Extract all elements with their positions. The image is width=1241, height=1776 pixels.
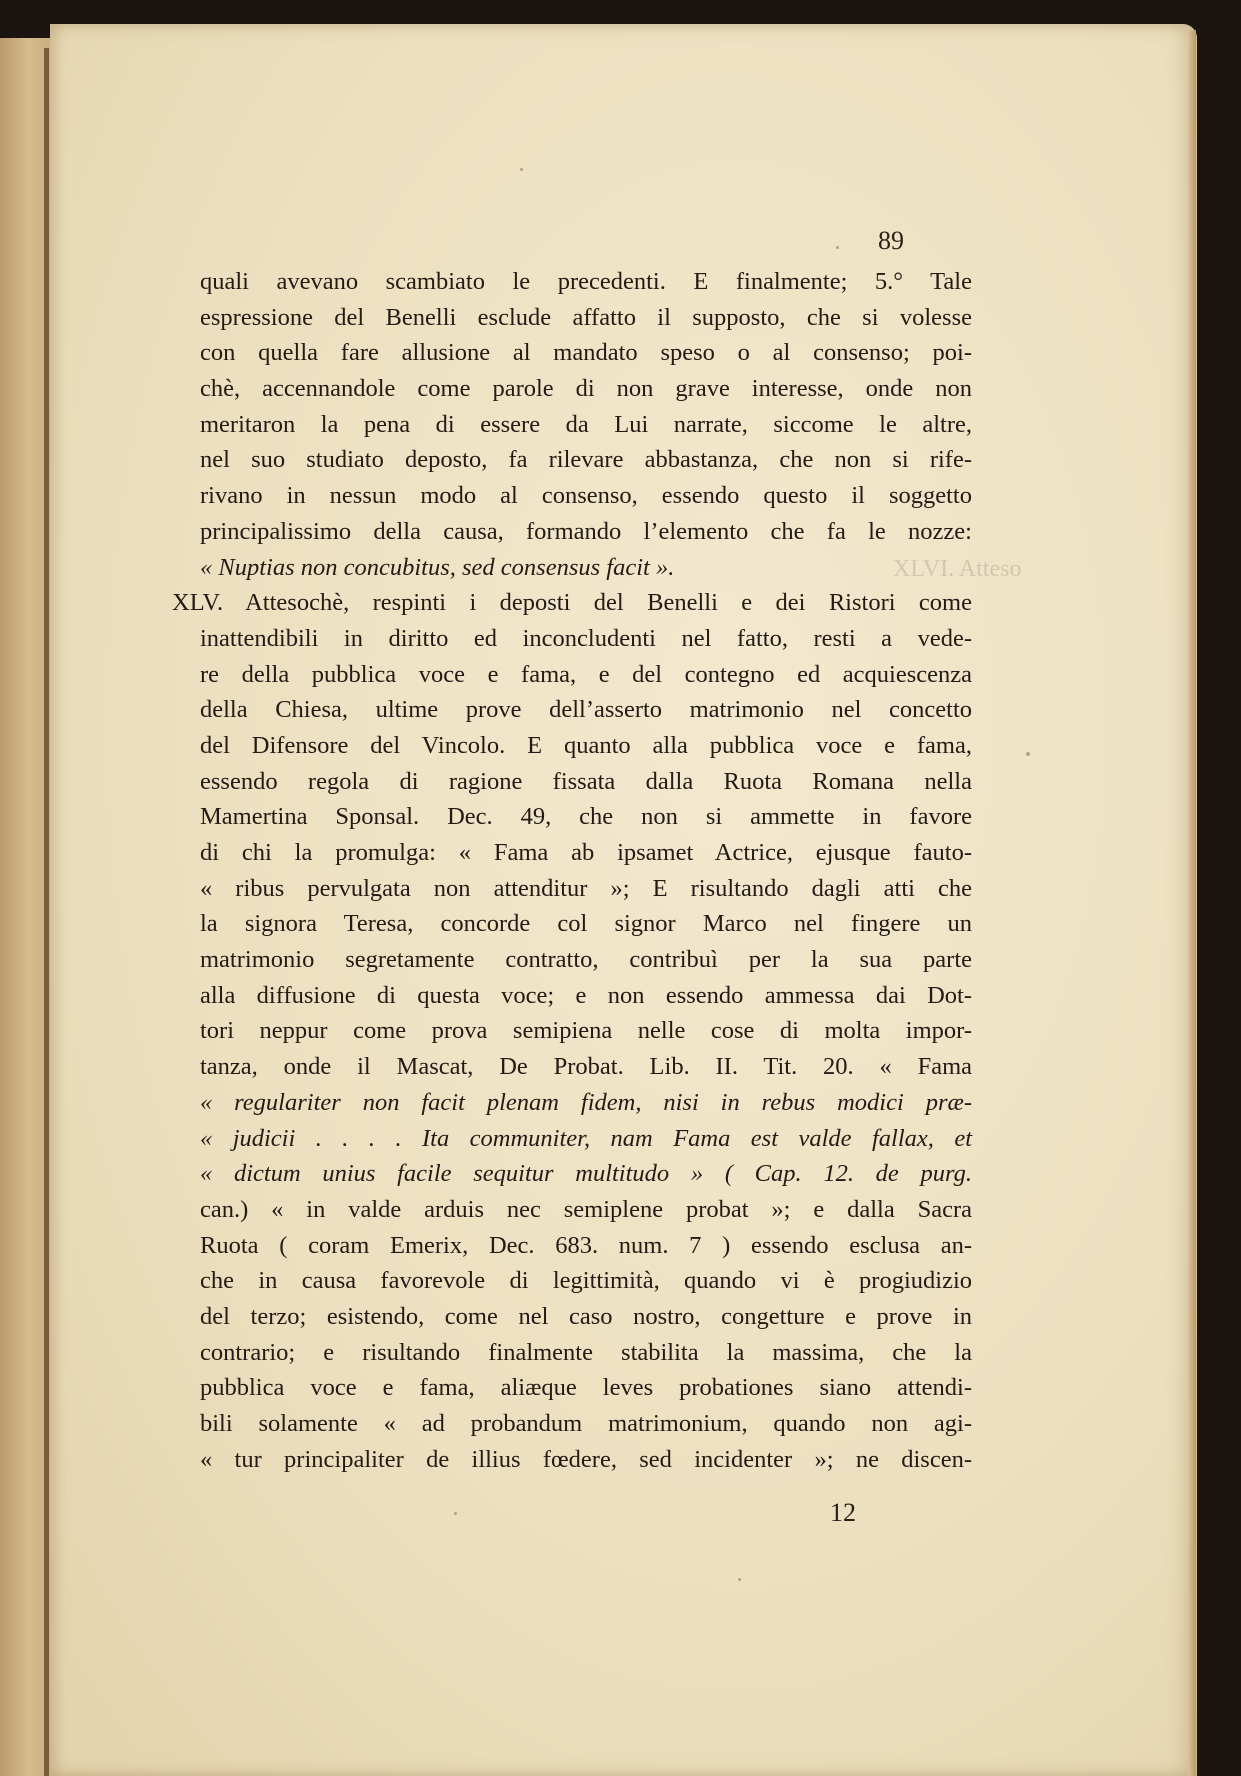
text-line: che in causa favorevole di legittimità, quando vi è progiudizio — [200, 1267, 972, 1295]
text-line: quali avevano scambiato le precedenti. E finalmente; 5.° Tale — [200, 268, 972, 295]
section-heading-xlv: XLV. Attesochè, respinti i deposti del Benelli e dei Ristori come — [172, 589, 972, 617]
quote-line: « dictum unius facile sequitur multitudo » ( Cap. 12. de purg. — [200, 1160, 972, 1188]
text-line: con quella fare allusione al mandato speso o al consenso; poi- — [200, 339, 972, 367]
text-line: Ruota ( coram Emerix, Dec. 683. num. 7 ) essendo esclusa an- — [200, 1231, 972, 1259]
text-line: alla diffusione di questa voce; e non essendo ammessa dai Dot- — [200, 981, 972, 1009]
signature-mark: 12 — [830, 1498, 856, 1527]
text-line: « ribus pervulgata non attenditur »; E risultando dagli atti che — [200, 874, 972, 902]
text-line: nel suo studiato deposto, fa rilevare abbastanza, che non si rife- — [200, 446, 972, 474]
text-line: can.) « in valde arduis nec semiplene probat »; e dalla Sacra — [200, 1195, 972, 1223]
text-line: la signora Teresa, concorde col signor Marco nel fingere un — [200, 910, 972, 938]
text-line: del Difensore del Vincolo. E quanto alla pubblica voce e fama, — [200, 731, 972, 759]
page-number: 89 — [878, 226, 904, 255]
text-line: re della pubblica voce e fama, e del contegno ed acquiescenza — [200, 660, 972, 688]
quote-line: « Nuptias non concubitus, sed consensus facit ». — [200, 553, 675, 581]
text-line: « tur principaliter de illius fœdere, sed incidenter »; ne discen- — [200, 1445, 972, 1473]
text-line: contrario; e risultando finalmente stabilita la massima, che la — [200, 1338, 972, 1366]
text-line: meritaron la pena di essere da Lui narrate, siccome le altre, — [200, 410, 972, 438]
text-line: di chi la promulga: « Fama ab ipsamet Actrice, ejusque fauto- — [200, 839, 972, 866]
text-line: tanza, onde il Mascat, De Probat. Lib. II. Tit. 20. « Fama — [200, 1053, 972, 1081]
page-fore-edge — [1188, 30, 1196, 1776]
text-line: inattendibili in diritto ed inconcludenti nel fatto, resti a vede- — [200, 624, 972, 652]
text-line: rivano in nessun modo al consenso, essendo questo il soggetto — [200, 482, 972, 510]
quote-line: « judicii . . . . Ita communiter, nam Fama est valde fallax, et — [200, 1124, 972, 1152]
text-line: Mamertina Sponsal. Dec. 49, che non si ammette in favore — [200, 803, 972, 831]
paper-fleck — [520, 168, 523, 171]
text-line: essendo regola di ragione fissata dalla Ruota Romana nella — [200, 767, 972, 795]
paper-fleck — [1026, 752, 1030, 756]
text-line: chè, accennandole come parole di non grave interesse, onde non — [200, 375, 972, 403]
body-text — [172, 264, 972, 1477]
text-line: tori neppur come prova semipiena nelle cose di molta impor- — [200, 1017, 972, 1045]
quote-line: « regulariter non facit plenam fidem, nisi in rebus modici præ- — [200, 1088, 972, 1116]
show-through-text: XLVI. Atteso — [893, 556, 1022, 582]
text-line: bili solamente « ad probandum matrimonium, quando non agi- — [200, 1410, 972, 1437]
paper-fleck — [738, 1578, 741, 1581]
text-line: matrimonio segretamente contratto, contribuì per la sua parte — [200, 946, 972, 974]
text-line: principalissimo della causa, formando l’elemento che fa le nozze: — [200, 517, 972, 545]
text-line: pubblica voce e fama, aliæque leves probationes siano attendi- — [200, 1374, 972, 1402]
text-line: del terzo; esistendo, come nel caso nostro, congetture e prove in — [200, 1302, 972, 1330]
binding-gutter — [44, 48, 49, 1776]
paper-fleck — [454, 1512, 457, 1515]
paper-fleck — [836, 246, 839, 249]
text-line: espressione del Benelli esclude affatto il supposto, che si volesse — [200, 303, 972, 331]
text-line: della Chiesa, ultime prove dell’asserto matrimonio nel concetto — [200, 696, 972, 724]
